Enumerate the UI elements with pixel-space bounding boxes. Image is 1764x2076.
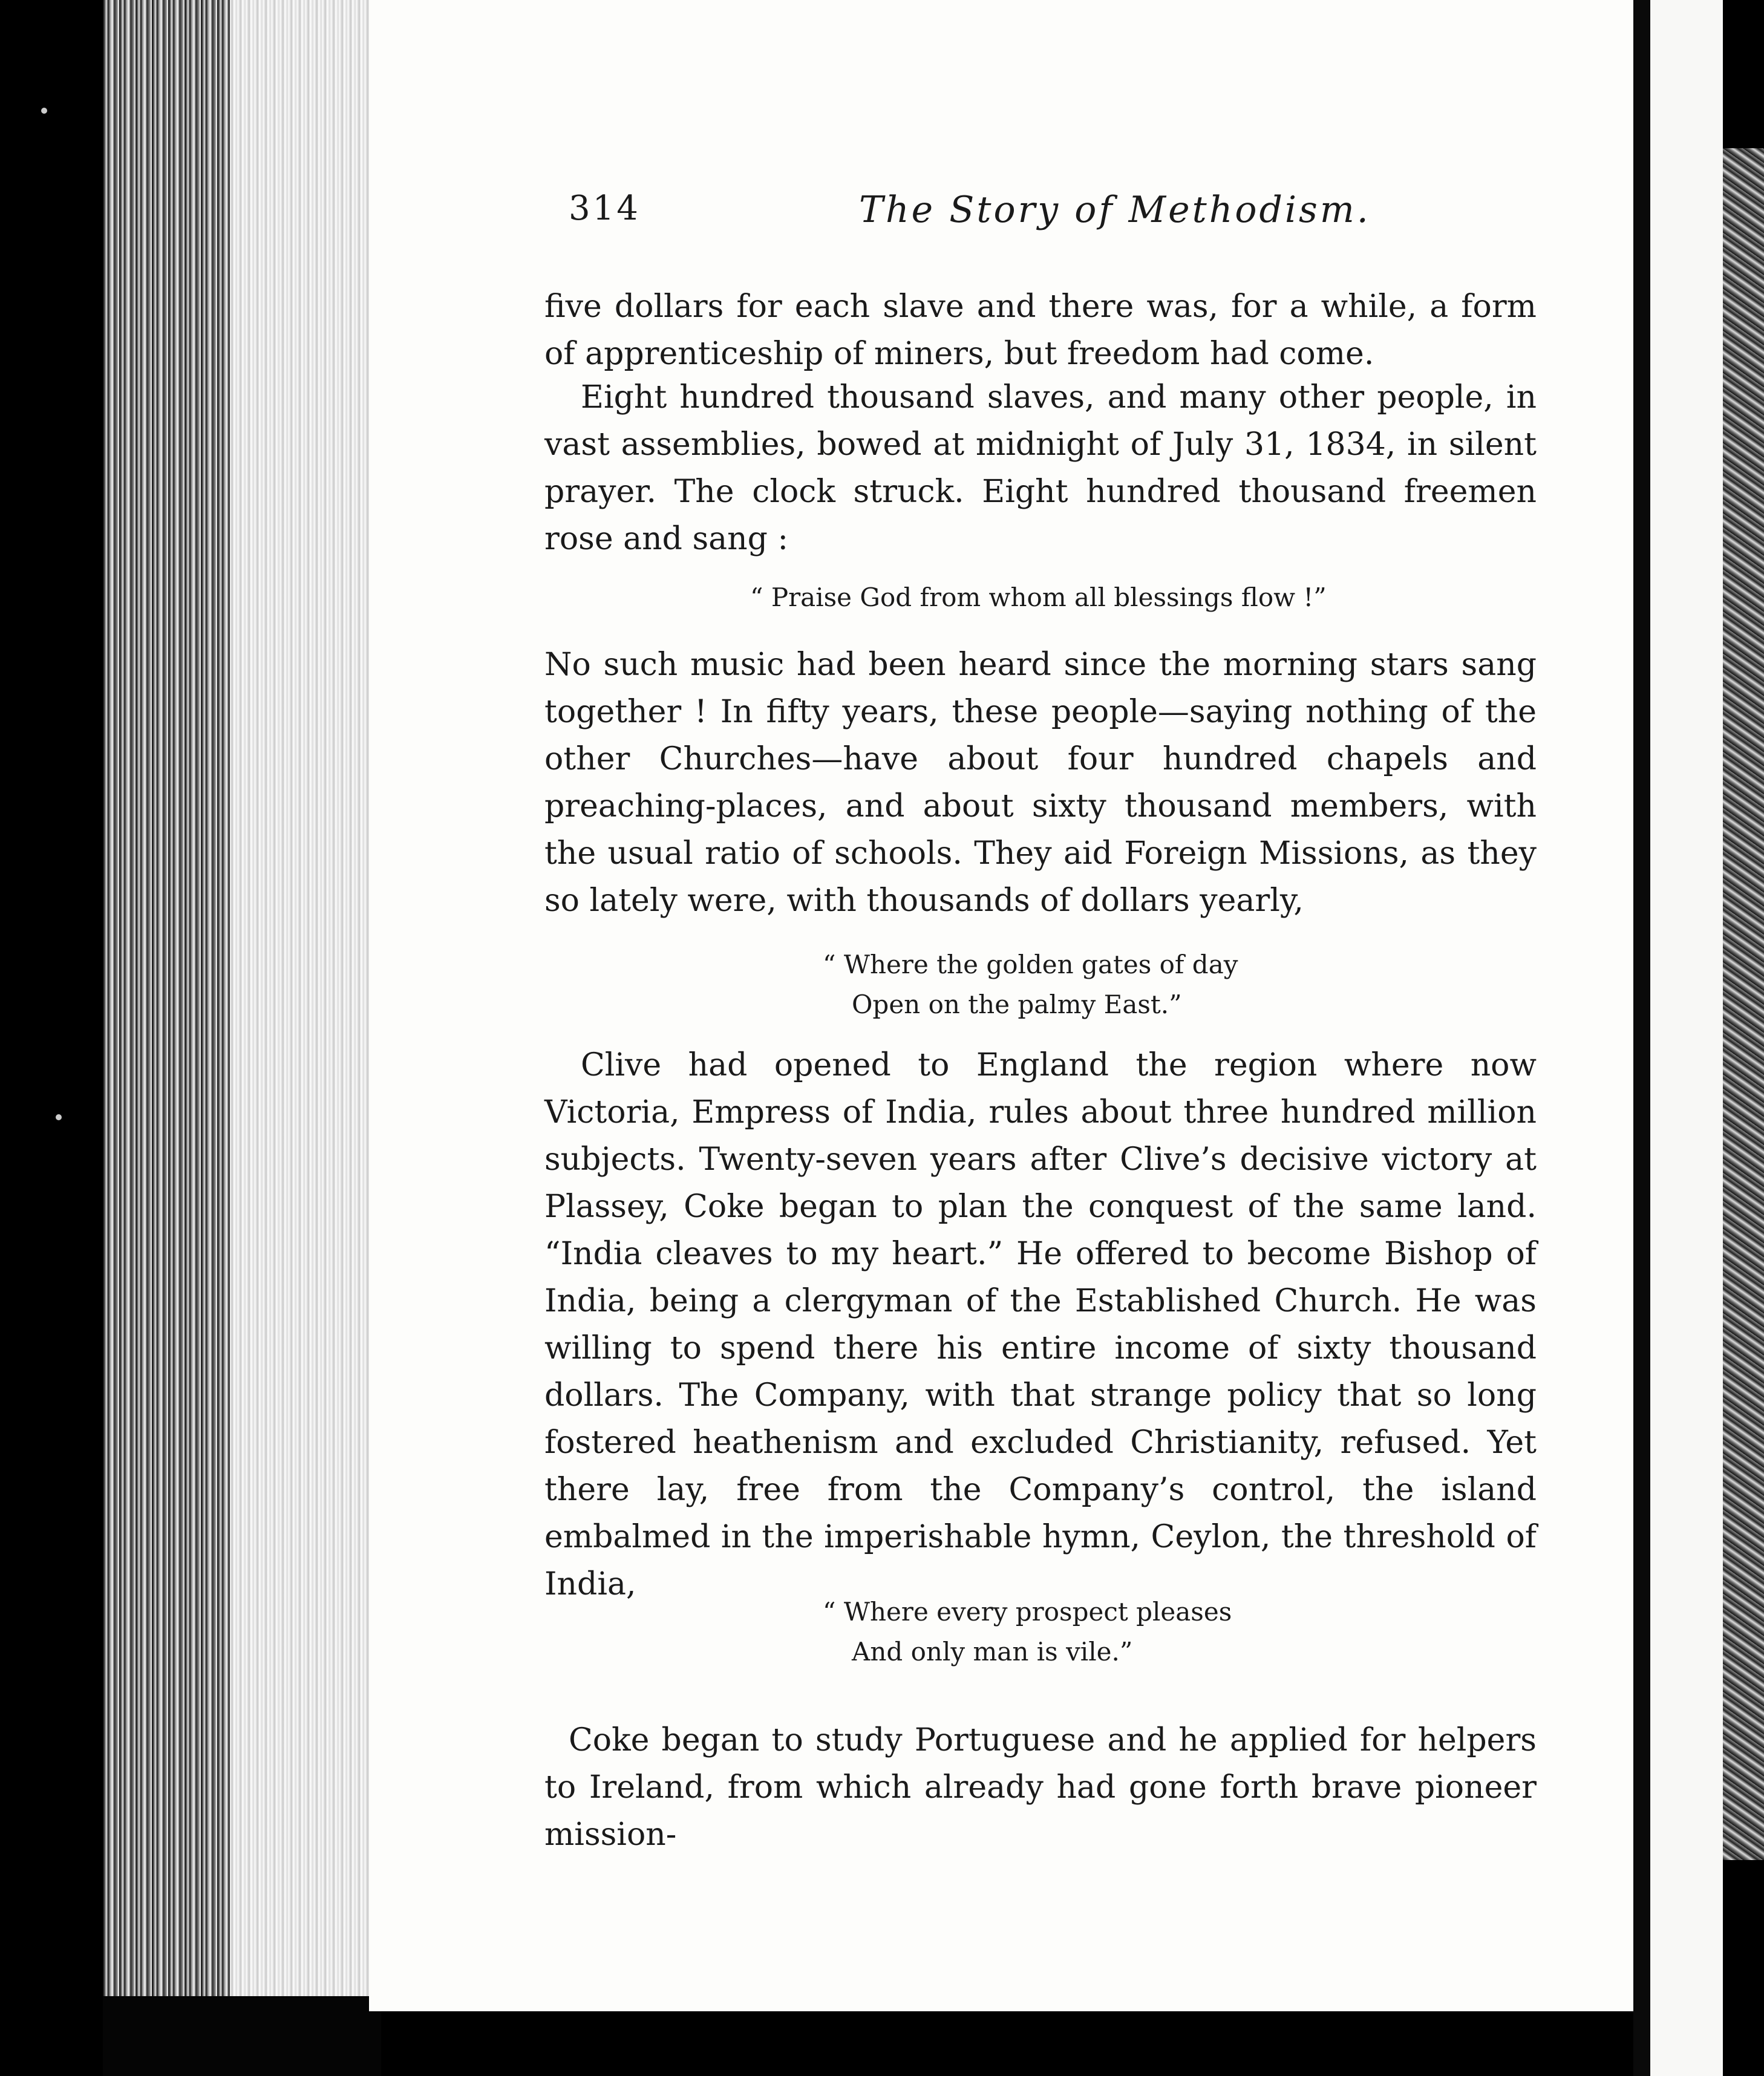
paragraph-1: five dollars for each slave and there was, for a while, a form of apprenticeship of miners, but freedom had come. <box>544 289 1537 372</box>
page-number: 314 <box>569 189 641 228</box>
quote-line: “ Praise God from whom all blessings flow !” <box>750 583 1327 612</box>
running-head <box>544 189 1537 237</box>
paragraph-5: Coke began to study Portuguese and he applied for helpers to Ireland, from which already had gone forth brave pioneer mission- <box>544 1722 1537 1853</box>
quote-golden-gates <box>823 945 1238 1025</box>
quote-line: “ Where the golden gates of day <box>823 950 1238 979</box>
quote-line: And only man is vile.” <box>852 1637 1133 1666</box>
paragraph-4: Clive had opened to England the region where now Victoria, Empress of India, rules about three hundred million subjects. Twenty-seven years after Clive’s decisive victory at Plassey, Coke began to plan the conquest of the same land. “India cleaves to my heart.” He offered to become Bishop of India, being a clergyman of the Established Church. He was willing to spend there his entire income of sixty thousand dollars. The Company, with that strange policy that so long fostered heathenism and excluded Christianity, refused. Yet there lay, free from the Company’s control, the island embalmed in the imperishable hymn, Ceylon, the threshold of India, <box>544 1047 1537 1602</box>
facing-page-edge <box>1650 0 1723 2076</box>
quote-ceylon <box>823 1592 1232 1672</box>
paragraph-2: Eight hundred thousand slaves, and many other people, in vast assemblies, bowed at midnight of July 31, 1834, in silent prayer. The clock struck. Eight hundred thousand freemen rose and sang : <box>544 379 1537 557</box>
page-edges-inner <box>230 0 369 2014</box>
running-title: The Story of Methodism. <box>859 189 1371 231</box>
quote-line: “ Where every prospect pleases <box>823 1597 1232 1627</box>
dust-speck <box>41 108 47 114</box>
dust-speck <box>56 1114 62 1120</box>
quote-doxology <box>750 578 1327 618</box>
edge-shadow <box>103 1996 381 2076</box>
quote-line: Open on the palmy East.” <box>852 990 1182 1019</box>
facing-illustration-plate <box>1723 148 1764 1860</box>
paragraph-3: No such music had been heard since the morning stars sang together ! In fifty years, these people—saying nothing of the other Churches—have about four hundred chapels and preaching-places, and about sixty thousand members, with the usual ratio of schools. They aid Foreign Missions, as they so lately were, with thousands of dollars yearly, <box>544 647 1537 919</box>
